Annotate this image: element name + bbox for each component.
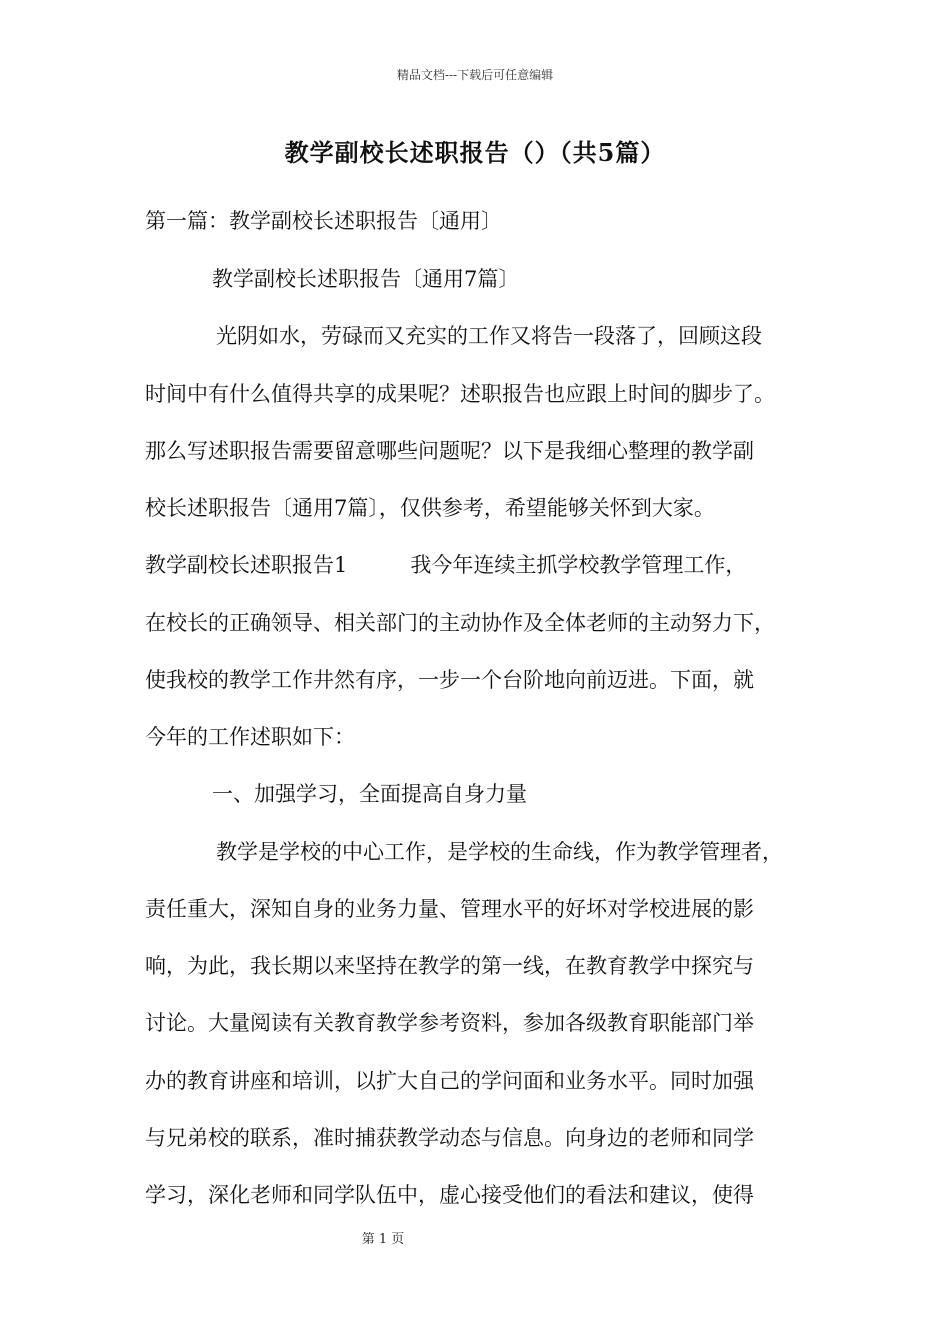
paragraph-line: 责任重大，深知自身的业务力量、管理水平的好坏对学校进展的影 xyxy=(145,897,754,921)
paragraph-line: 学习，深化老师和同学队伍中，虚心接受他们的看法和建议，使得 xyxy=(145,1183,754,1207)
paragraph-line: 那么写述职报告需要留意哪些问题呢？以下是我细心整理的教学副 xyxy=(145,439,754,463)
paragraph-line: 响，为此，我长期以来坚持在教学的第一线，在教育教学中探究与 xyxy=(145,954,754,978)
document-title: 教学副校长述职报告（）（共5篇） xyxy=(284,138,666,167)
paragraph-line: 与兄弟校的联系，准时捕获教学动态与信息。向身边的老师和同学 xyxy=(145,1126,754,1150)
paragraph-line: 办的教育讲座和培训，以扩大自己的学问面和业务水平。同时加强 xyxy=(145,1069,754,1093)
header-note: 精品文档---下载后可任意编辑 xyxy=(396,68,554,82)
paragraph-line: 光阴如水，劳碌而又充实的工作又将告一段落了，回顾这段 xyxy=(216,324,762,348)
paragraph-line: 时间中有什么值得共享的成果呢？述职报告也应跟上时间的脚步了。 xyxy=(145,382,775,406)
paragraph-line: 今年的工作述职如下： xyxy=(145,725,355,749)
paragraph-line: 教学副校长述职报告1 我今年连续主抓学校教学管理工作， xyxy=(145,553,747,577)
paragraph-line: 教学是学校的中心工作，是学校的生命线，作为教学管理者， xyxy=(216,840,783,864)
paragraph-line: 校长述职报告〔通用7篇〕，仅供参考，希望能够关怀到大家。 xyxy=(145,496,715,520)
paragraph-line: 使我校的教学工作井然有序，一步一个台阶地向前迈进。下面，就 xyxy=(145,668,754,692)
section-heading: 第一篇：教学副校长述职报告〔通用〕 xyxy=(145,209,502,233)
paragraph-line: 讨论。大量阅读有关教育教学参考资料，参加各级教育职能部门举 xyxy=(145,1011,754,1035)
numbered-heading: 一、加强学习，全面提高自身力量 xyxy=(212,782,527,806)
subheading: 教学副校长述职报告〔通用7篇〕 xyxy=(212,267,520,291)
paragraph-line: 在校长的正确领导、相关部门的主动协作及全体老师的主动努力下， xyxy=(145,611,775,635)
page-number: 第 1 页 xyxy=(361,1232,405,1247)
